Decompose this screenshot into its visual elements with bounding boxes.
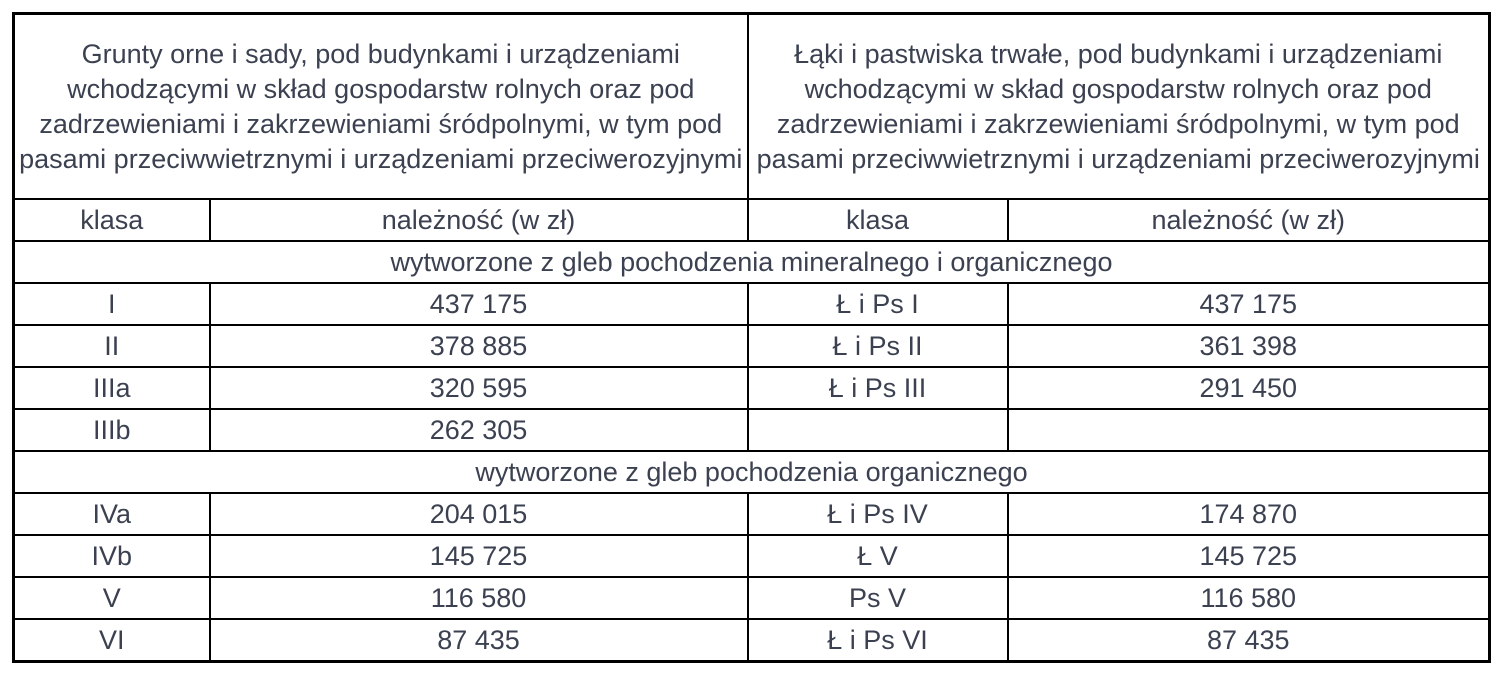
section-row-organic xyxy=(14,451,1490,493)
right-class-cell: Ł i Ps VI xyxy=(748,619,1008,662)
left-class-cell: IVb xyxy=(14,535,210,577)
table-row xyxy=(14,619,1490,662)
left-class-cell: II xyxy=(14,325,210,367)
left-amount-cell: 116 580 xyxy=(210,577,748,619)
section-row-mineral-organic xyxy=(14,241,1490,283)
right-amount-cell: 116 580 xyxy=(1008,577,1490,619)
table-row xyxy=(14,577,1490,619)
arable-land-group-header: Grunty orne i sady, pod budynkami i urządzeniami wchodzącymi w skład gospodarstw rolnych oraz pod zadrzewieniami i zakrzewieniami śródpolnymi, w tym pod pasami przeciwwietrznymi i urządzeniami przeciwerozyjnymi xyxy=(14,14,748,200)
right-amount-cell: 291 450 xyxy=(1008,367,1490,409)
left-amount-header: należność (w zł) xyxy=(210,199,748,241)
table-row xyxy=(14,283,1490,325)
left-class-header: klasa xyxy=(14,199,210,241)
left-class-cell: IIIa xyxy=(14,367,210,409)
right-class-cell xyxy=(748,409,1008,451)
column-header-row xyxy=(14,199,1490,241)
right-amount-header: należność (w zł) xyxy=(1008,199,1490,241)
table-row xyxy=(14,325,1490,367)
left-amount-cell: 145 725 xyxy=(210,535,748,577)
left-class-cell: VI xyxy=(14,619,210,662)
table-row xyxy=(14,493,1490,535)
right-class-cell: Ł i Ps III xyxy=(748,367,1008,409)
left-amount-cell: 437 175 xyxy=(210,283,748,325)
table-row xyxy=(14,409,1490,451)
right-class-cell: Ł i Ps I xyxy=(748,283,1008,325)
left-amount-cell: 320 595 xyxy=(210,367,748,409)
right-class-cell: Ł i Ps IV xyxy=(748,493,1008,535)
right-amount-cell: 437 175 xyxy=(1008,283,1490,325)
meadows-group-header: Łąki i pastwiska trwałe, pod budynkami i urządzeniami wchodzącymi w skład gospodarstw rolnych oraz pod zadrzewieniami i zakrzewieniami śródpolnymi, w tym pod pasami przeciwwietrznymi i urządzeniami przeciwerozyjnymi xyxy=(748,14,1490,200)
section-title: wytworzone z gleb pochodzenia organicznego xyxy=(14,451,1490,493)
left-amount-cell: 378 885 xyxy=(210,325,748,367)
table-row xyxy=(14,367,1490,409)
left-class-cell: V xyxy=(14,577,210,619)
right-amount-cell: 145 725 xyxy=(1008,535,1490,577)
left-class-cell: I xyxy=(14,283,210,325)
left-amount-cell: 262 305 xyxy=(210,409,748,451)
table-row xyxy=(14,535,1490,577)
right-class-cell: Ps V xyxy=(748,577,1008,619)
section-title: wytworzone z gleb pochodzenia mineralnego i organicznego xyxy=(14,241,1490,283)
right-amount-cell: 361 398 xyxy=(1008,325,1490,367)
right-amount-cell xyxy=(1008,409,1490,451)
right-amount-cell: 87 435 xyxy=(1008,619,1490,662)
right-class-cell: Ł V xyxy=(748,535,1008,577)
land-class-rates-table xyxy=(12,12,1491,663)
left-class-cell: IVa xyxy=(14,493,210,535)
left-amount-cell: 87 435 xyxy=(210,619,748,662)
left-amount-cell: 204 015 xyxy=(210,493,748,535)
left-class-cell: IIIb xyxy=(14,409,210,451)
group-header-row xyxy=(14,14,1490,200)
right-class-cell: Ł i Ps II xyxy=(748,325,1008,367)
right-class-header: klasa xyxy=(748,199,1008,241)
right-amount-cell: 174 870 xyxy=(1008,493,1490,535)
